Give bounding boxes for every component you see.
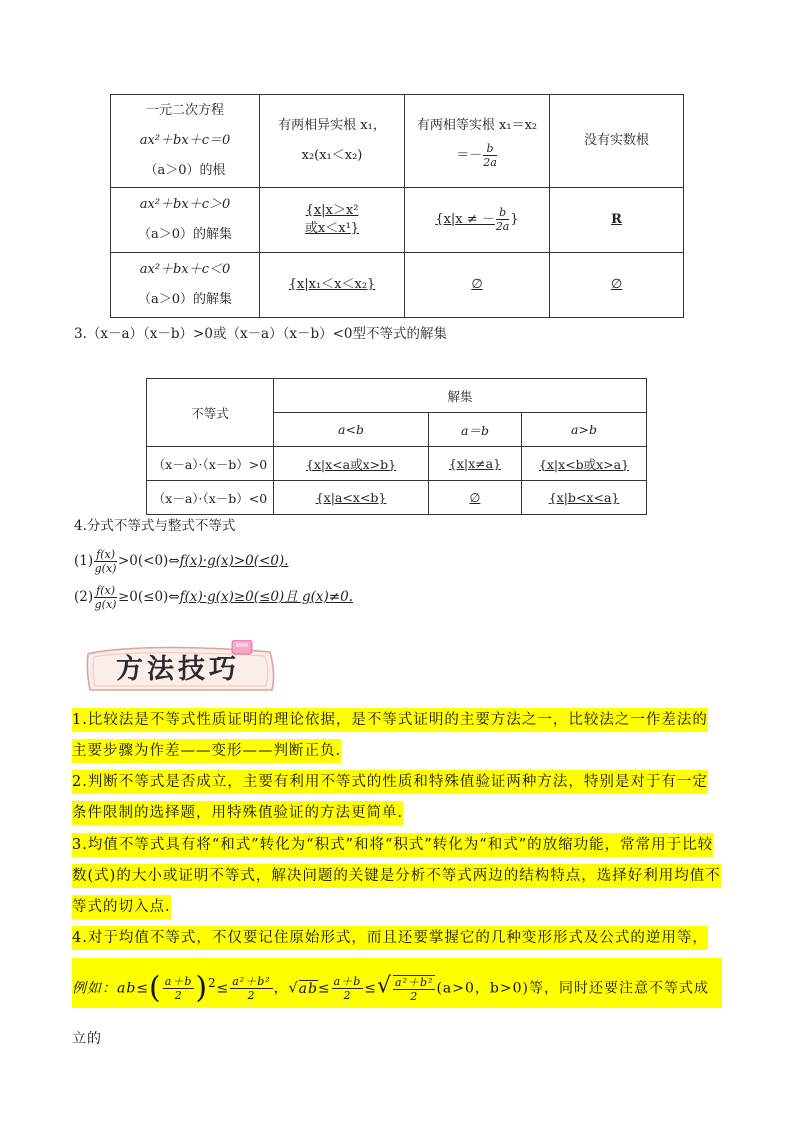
formula-text: ab — [298, 980, 318, 997]
formula-text: ， — [273, 980, 289, 997]
factor-inequality-table — [146, 378, 647, 515]
table-cell: {x|x₁＜x＜x₂} — [260, 253, 405, 318]
tip-4 — [72, 923, 722, 954]
tip-3 — [72, 830, 722, 923]
frac-den: 2 — [343, 989, 352, 1003]
formula-text: 2 — [208, 976, 217, 990]
fraction — [163, 975, 195, 1002]
formula-text: f(x)·g(x)≥0(≤0)且 g(x)≠0. — [179, 589, 353, 605]
table-cell: R — [550, 188, 684, 253]
table-cell — [405, 188, 550, 253]
formula-text: ≤ — [216, 980, 230, 997]
cell-line: ax²＋bx＋c＞0 — [139, 197, 231, 212]
formula-text: f(x)·g(x)>0(<0). — [179, 553, 289, 569]
frac-num: b — [483, 142, 497, 156]
section-heading: 3.（x－a）（x－b）>0或（x－a）（x－b）<0型不等式的解集 — [74, 326, 448, 342]
table-cell: （x－a）·（x－b）>0 — [147, 447, 274, 481]
table-cell: ∅ — [550, 253, 684, 318]
table-row — [147, 481, 647, 515]
frac-num: a＋b — [164, 975, 193, 989]
tip-text: 1.比较法是不等式性质证明的理论依据，是不等式证明的主要方法之一，比较法之一作差法的主要步骤为作差——变形——判断正负. — [72, 708, 708, 763]
sqrt-sign: √ — [376, 973, 393, 999]
tip-4-formula: 例如：ab≤( $\frac{a+b}{2}$ )$^2$≤ $\frac{\text{a²＋b²}}{2}$ ，√ab≤ $\frac{a+b}{2}$ ≤√ $\frac{\text{a²＋b²}}{2}$ (a>0，b>0)等，同时还要注意不等式成立的 — [72, 958, 722, 1008]
table-cell: {x|x≠a} — [429, 447, 522, 481]
frac-num: a²＋b² — [395, 975, 434, 989]
cell-text: } — [510, 212, 519, 227]
formula-line-2 — [74, 584, 353, 611]
table-cell: 没有实数根 — [550, 95, 684, 188]
fraction — [332, 975, 364, 1002]
frac-den: g(x) — [94, 562, 117, 575]
frac-num: f(x) — [96, 548, 115, 561]
table-cell — [260, 95, 405, 188]
table-cell: a<b — [274, 413, 429, 447]
cell-line: （a＞0）的解集 — [137, 227, 233, 242]
table-cell: {x|a<x<b} — [274, 481, 429, 515]
frac-den: 2 — [174, 989, 183, 1003]
formula-text: >0(<0)⇔ — [117, 553, 180, 569]
cell-line: （a＞0）的解集 — [137, 292, 233, 307]
table-row — [111, 95, 684, 188]
table-cell: a>b — [522, 413, 647, 447]
frac-num: f(x) — [96, 584, 115, 597]
table-cell: 解集 — [274, 379, 647, 413]
cell-line — [406, 141, 548, 171]
table-cell — [405, 95, 550, 188]
frac-den: 2 — [247, 989, 256, 1003]
cell-line: 有两相异实根 x₁， — [278, 118, 386, 133]
section-heading: 4.分式不等式与整式不等式 — [74, 518, 236, 534]
cell-text: ＝－ — [456, 148, 483, 163]
cell-text: {x|x ≠ － — [435, 212, 495, 227]
cell-line: 或x＜x¹} — [304, 221, 360, 236]
cell-line: ax²＋bx＋c＝0 — [139, 133, 231, 148]
table-cell: a＝b — [429, 413, 522, 447]
table-cell: （x－a）·（x－b）<0 — [147, 481, 274, 515]
fraction — [94, 548, 117, 575]
tip-text: 3.均值不等式具有将“和式”转化为“积式”和将“积式”转化为“和式”的放缩功能，常常用于比较数(式)的大小或证明不等式，解决问题的关键是分析不等式两边的结构特点，选择好利用均值不等式的切入点. — [72, 833, 721, 919]
table-cell: {x|b<x<a} — [522, 481, 647, 515]
cell-line: x₂(x₁＜x₂) — [301, 148, 363, 163]
tip-text: 2.判断不等式是否成立，主要有利用不等式的性质和特殊值验证两种方法，特别是对于有一定条件限制的选择题，用特殊值验证的方法更简单. — [72, 770, 708, 825]
quadratic-table — [110, 94, 684, 318]
table-cell — [260, 188, 405, 253]
formula-text: 例如：ab≤ — [72, 980, 150, 997]
table-cell — [111, 95, 260, 188]
table-cell: {x|x<a或x>b} — [274, 447, 429, 481]
formula-text: (1) — [74, 553, 94, 569]
fraction — [230, 975, 272, 1002]
sqrt-sign: √ — [288, 980, 299, 997]
formula-text: ≤ — [364, 980, 377, 997]
table-cell — [111, 188, 260, 253]
table-row — [147, 447, 647, 481]
table-row — [111, 253, 684, 318]
frac-num: b — [496, 206, 510, 220]
formula-text: (a>0，b>0)等，同时还要注意不等式成立的 — [72, 980, 709, 1047]
tip-text: 4.对于均值不等式，不仅要记住原始形式，而且还要掌握它的几种变形形式及公式的逆用等， — [72, 926, 708, 950]
cell-line: 有两相等实根 x₁＝x₂ — [416, 118, 538, 133]
frac-den: 2a — [495, 220, 510, 233]
formula-text: ≤ — [317, 980, 331, 997]
fraction — [393, 975, 435, 1003]
tip-2 — [72, 767, 722, 829]
table-cell — [111, 253, 260, 318]
cell-line: {x|x＞x² — [305, 203, 359, 218]
frac-num: a²＋b² — [232, 975, 271, 989]
formula-text: ≥0(≤0)⇔ — [117, 589, 180, 605]
formula-line-1 — [74, 548, 289, 575]
table-cell: {x|x<b或x>a} — [522, 447, 647, 481]
fraction — [496, 206, 510, 233]
fraction — [94, 584, 117, 611]
banner-title: 方法技巧 — [116, 654, 240, 685]
table-cell: 不等式 — [147, 379, 274, 447]
frac-num: a＋b — [333, 975, 362, 989]
cell-line: ax²＋bx＋c＜0 — [139, 262, 231, 277]
formula-text: (2) — [74, 589, 94, 605]
table-row — [147, 379, 647, 413]
fraction — [483, 142, 497, 169]
table-cell: ∅ — [429, 481, 522, 515]
cell-line: （a＞0）的根 — [144, 163, 226, 178]
cell-line: 一元二次方程 — [145, 103, 224, 118]
table-cell: ∅ — [405, 253, 550, 318]
frac-den: g(x) — [94, 598, 117, 611]
table-row — [111, 188, 684, 253]
method-banner — [82, 640, 282, 694]
tip-1 — [72, 705, 722, 767]
frac-den: 2a — [483, 156, 497, 169]
frac-den: 2 — [410, 989, 419, 1003]
